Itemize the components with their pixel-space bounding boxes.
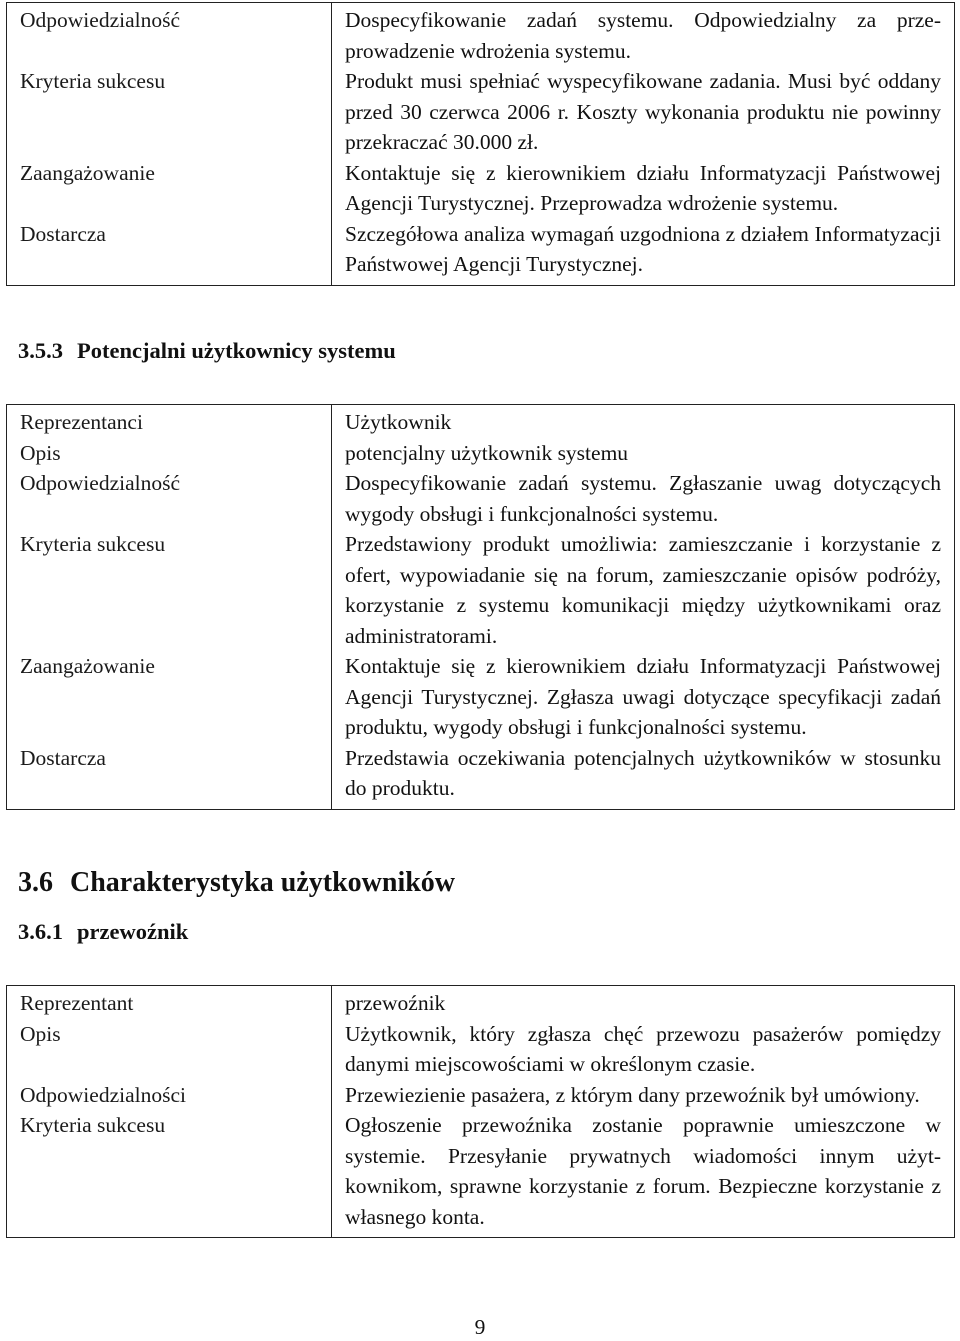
heading-title: Potencjalni użytkownicy systemu: [77, 338, 396, 363]
table-stakeholder-continued: [6, 2, 955, 286]
row-value: potencjalny użytkownik systemu: [332, 438, 955, 469]
row-value: Dospecyfikowanie zadań systemu. Odpowiedzialny za przeprowadzenie wdrożenia systemu.: [332, 3, 955, 67]
table-row: [7, 468, 955, 529]
heading-title: Charakterystyka użytkowników: [70, 867, 456, 898]
heading-number: 3.5.3: [18, 338, 63, 363]
row-value: Ogłoszenie przewoźnika zostanie poprawnie umieszczone w systemie. Przesyłanie prywatnych wiadomości innym użytkownikom, sprawne korzystanie z forum. Bezpieczne korzystanie z własnego konta.: [332, 1110, 955, 1238]
row-label: Dostarcza: [7, 743, 332, 810]
row-label: Zaangażowanie: [7, 158, 332, 219]
row-label: Dostarcza: [7, 219, 332, 286]
table-row: [7, 1110, 955, 1238]
table-row: [7, 529, 955, 651]
subsection-heading-3-5-3: [18, 336, 396, 366]
row-label: Opis: [7, 438, 332, 469]
row-value: Kontaktuje się z kierownikiem działu Informatyzacji Państwowej Agencji Turystycznej. Zgłasza uwagi dotyczące specyfikacji zadań produktu, wygody obsługi i funkcjonalności systemu.: [332, 651, 955, 743]
table-potential-users: [6, 404, 955, 810]
row-value: Szczegółowa analiza wymagań uzgodniona z działem Informatyzacji Państwowej Agencji Turystycznej.: [332, 219, 955, 286]
row-label: Kryteria sukcesu: [7, 529, 332, 651]
table-row: [7, 66, 955, 158]
heading-number: 3.6: [18, 867, 53, 898]
table-carrier: [6, 985, 955, 1238]
row-label: Kryteria sukcesu: [7, 66, 332, 158]
row-value: Przedstawiony produkt umożliwia: zamieszczanie i korzystanie z ofert, wypowiadanie się na forum, zamieszczanie opisów podróży, korzystanie z systemu komunikacji między użytkownikami oraz administratorami.: [332, 529, 955, 651]
row-value: Przedstawia oczekiwania potencjalnych użytkowników w stosunku do produktu.: [332, 743, 955, 810]
table-row: [7, 405, 955, 438]
table-row: [7, 3, 955, 67]
row-label: Zaangażowanie: [7, 651, 332, 743]
row-label: Kryteria sukcesu: [7, 1110, 332, 1238]
table-row: [7, 438, 955, 469]
row-label: Odpowiedzialność: [7, 468, 332, 529]
row-value: przewoźnik: [332, 986, 955, 1019]
table-row: [7, 1019, 955, 1080]
table-row: [7, 158, 955, 219]
heading-title: przewoźnik: [77, 919, 189, 944]
row-value: Kontaktuje się z kierownikiem działu Informatyzacji Państwowej Agencji Turystycznej. Przeprowadza wdrożenie systemu.: [332, 158, 955, 219]
heading-number: 3.6.1: [18, 919, 63, 944]
row-value: Dospecyfikowanie zadań systemu. Zgłaszanie uwag dotyczących wygody obsługi i funkcjonalności systemu.: [332, 468, 955, 529]
row-value: Produkt musi spełniać wyspecyfikowane zadania. Musi być oddany przed 30 czerwca 2006 r. Koszty wykonania produktu nie powinny przekraczać 30.000 zł.: [332, 66, 955, 158]
table-row: [7, 651, 955, 743]
table-row: [7, 219, 955, 286]
row-value: Użytkownik: [332, 405, 955, 438]
table-row: [7, 986, 955, 1019]
section-heading-3-6: [18, 866, 455, 900]
row-label: Opis: [7, 1019, 332, 1080]
row-value: Użytkownik, który zgłasza chęć przewozu pasażerów pomiędzy danymi miejscowościami w określonym czasie.: [332, 1019, 955, 1080]
row-label: Reprezentanci: [7, 405, 332, 438]
table-row: [7, 1080, 955, 1111]
row-label: Odpowiedzialności: [7, 1080, 332, 1111]
subsection-heading-3-6-1: [18, 917, 188, 947]
table-row: [7, 743, 955, 810]
row-value: Przewiezienie pasażera, z którym dany przewoźnik był umówiony.: [332, 1080, 955, 1111]
row-label: Reprezentant: [7, 986, 332, 1019]
page-number: 9: [474, 1315, 486, 1339]
row-label: Odpowiedzialność: [7, 3, 332, 67]
